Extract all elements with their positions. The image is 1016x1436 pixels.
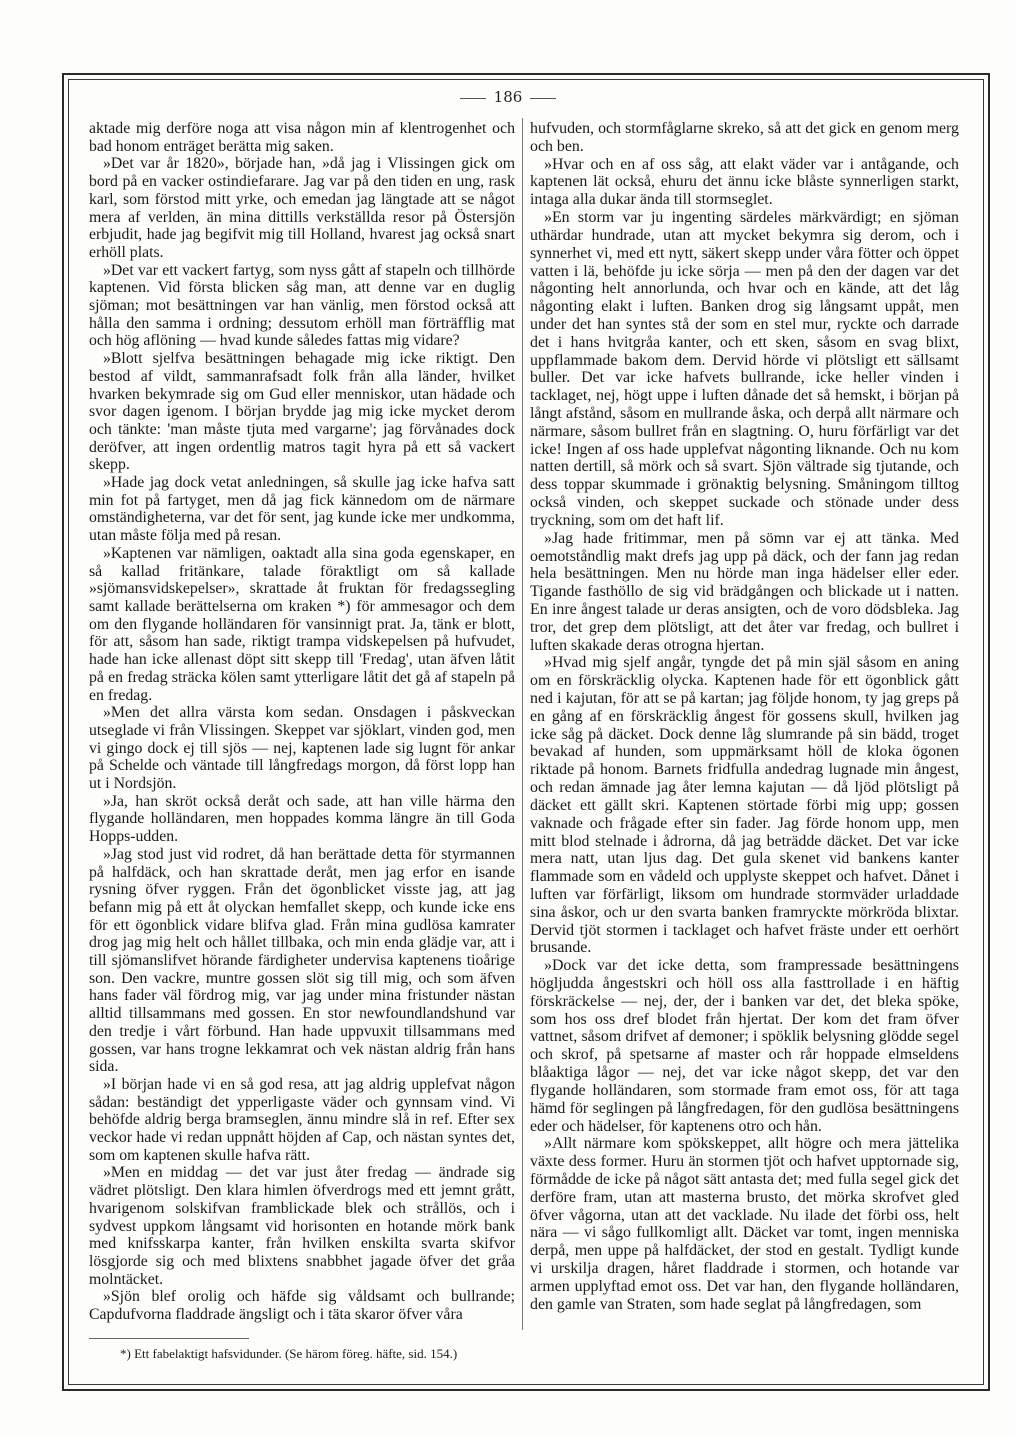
paragraph: »Det var år 1820», började han, »då jag i Vlissingen gick om bord på en vacker ostindiefarare. Jag var på den tiden en ung, rask karl, som förstod mitt yrke, och emedan jag längtade att se något mera af verlden, än mina dittills verkställda resor på Östersjön erbjudit, hade jag begifvit mig till Holland, hvarest jag också snart erhöll plats. bbox=[89, 155, 515, 261]
paragraph: »Hvad mig sjelf angår, tyngde det på min själ såsom en aning om en förskräcklig olycka. Kaptenen hade för ett ögonblick gått ned i kajutan, för att se på kartan; jag följde honom, ty jag greps på en gång af en förskräcklig ångest för gossens skull, hvilken jag icke såg på däcket. Dock denne låg slumrande på sin bädd, troget bevakad af hunden, som uppmärksamt höll de kloka ögonen riktade på honom. Barnets fridfulla andedrag lugnade min ångest, och redan ämnade jag åter lemna kajutan — då ljöd plötsligt på däcket ett gällt skri. Kaptenen störtade förbi mig upp; gossen vaknade och frågade efter sin fader. Jag förde honom upp, men mitt blod stelnade i ådrorna, då jag beträdde däcket. Det var icke mera natt, utan ljus dag. Det gula skenet vid bankens kanter flammade som en vådeld och upplyste skeppet och hafvet. Dånet i luften var förfärligt, liksom om hundrade stormväder urladdade sina åskor, och ur den svarta banken framryckte mörkröda blixtar. Dervid tjöt stormen i tacklaget och hafvet fräste under ett oerhört brusande. bbox=[530, 654, 959, 957]
paragraph: »Hvar och en af oss såg, att elakt väder var i antågande, och kaptenen lät också, ehuru det ännu icke blåste synnerligen starkt, intaga alla dukar ända till stormseglet. bbox=[530, 155, 959, 209]
paragraph: »Allt närmare kom spökskeppet, allt högre och mera jättelika växte dess former. Huru än stormen tjöt och hafvet upptornade sig, förmådde de icke på något sätt antasta det; med fulla segel gick det derföre fram, utan att masterna brusto, det mörka skrofvet gled öfver vågorna, utan att det vacklade. Nu ilade det förbi oss, helt nära — vi sågo fullkomligt allt. Däcket var tomt, ingen menniska derpå, men uppe på halfdäcket, der stod en gestalt. Tydligt kunde vi urskilja dragen, håret fladdrade i stormen, och hotande var armen upplyftad emot oss. Det var han, den flygande holländaren, den gamle van Straten, som hade seglat på långfredagen, som bbox=[530, 1135, 959, 1313]
paragraph: »Ja, han skröt också deråt och sade, att han ville härma den flygande holländaren, men hoppades komma längre än till Goda Hopps-udden. bbox=[89, 792, 515, 846]
paragraph: »Men en middag — det var just åter fredag — ändrade sig vädret plötsligt. Den klara himlen öfverdrogs med ett jemnt grått, hvarigenom solskifvan framblickade blek och strållös, och i sydvest uppkom långsamt vid horisonten en hotande mörk bank med knifsskarpa kanter, från hvilken enskilta svarta skifvor lösgjorde sig och med blixtens snabbhet jagade öfver det gråa molntäcket. bbox=[89, 1164, 515, 1288]
paragraph: »I början hade vi en så god resa, att jag aldrig upplefvat någon sådan: beständigt det ypperligaste väder och gynnsam vind. Vi behöfde aldrig berga bramseglen, ännu mindre slå in ref. Efter sex veckor hade vi redan uppnått höjden af Cap, och nästan syntes det, som om kaptenen skulle hafva rätt. bbox=[89, 1075, 515, 1164]
paragraph: »Jag hade fritimmar, men på sömn var ej att tänka. Med oemotståndlig makt drefs jag upp på däck, och der fann jag redan hela besättningen. Men nu hörde man inga hädelser eller eder. Tigande fasthöllo de sig vid brädgången och blickade ut i natten. En inre ångest talade ur deras ansigten, och de voro dödsbleka. Jag tror, det grep dem plötsligt, att det åter var fredag, och bullret i luften skakade deras otrogna hjertan. bbox=[530, 529, 959, 654]
paragraph: »Dock var det icke detta, som frampressade besättningens högljudda ångestskri och höll oss alla fasttrollade i en häftig förskräckelse — nej, der, der i banken var det, det bleka spöke, som hos oss dref blodet från hjertat. Der kom det fram öfver vattnet, såsom drifvet af demoner; i spöklik belysning glödde segel och skrof, på spetsarne af master och rår hoppade elmseldens blåaktiga lågor — nej, det var icke något skepp, det var den flygande holländaren, som stormade fram emot oss, för att taga hämd för seglingen på långfredagen, för den gudlösa besättningens eder och hädelser, för kaptenens otro och hån. bbox=[530, 957, 959, 1135]
paragraph: aktade mig derföre noga att visa någon min af klentrogenhet och bad honom enträget berätta mig saken. bbox=[89, 120, 515, 155]
footnote: *) Ett fabelaktigt hafsvidunder. (Se härom föreg. häfte, sid. 154.) bbox=[120, 1346, 458, 1361]
column-divider bbox=[522, 118, 523, 1330]
paragraph: »Kaptenen var nämligen, oaktadt alla sina goda egenskaper, en så kallad fritänkare, talade föraktligt om så kallade »sjömansvidskepelser», skrattade åt fruktan för fredagssegling samt kallade berättelserna om kraken *) för ammesagor och dem om den flygande holländaren för vansinnigt prat. Ja, tänk er blott, för att, såsom han sade, riktigt trampa vidskepelsen på hufvudet, hade han icke allenast döpt sitt skepp till 'Fredag', utan äfven låtit på en fredag sträcka kölen samt ytterligare låtit det gå af stapeln på en fredag. bbox=[89, 544, 515, 704]
paragraph: »Det var ett vackert fartyg, som nyss gått af stapeln och tillhörde kaptenen. Vid första blicken såg man, att denne var en duglig sjöman; mot besättningen var han vänlig, men förstod också att hålla den samma i ordning; dessutom erhöll man förträfflig mat och hög aflöning — hvad kunde således fattas mig vidare? bbox=[89, 261, 515, 350]
left-column bbox=[89, 120, 515, 1330]
paragraph: »Blott sjelfva besättningen behagade mig icke riktigt. Den bestod af vildt, sammanrafsadt folk från alla länder, hvilket hvarken bekymrade sig om Gud eller menniskor, utan hädade och svor dagen igenom. I början brydde jag mig icke mycket derom och tänkte: 'man måste tjuta med vargarne'; jag förvånades dock deröfver, att ingen ordentlig matros tagit hyra på ett så vackert skepp. bbox=[89, 350, 515, 474]
page-number: 186 bbox=[493, 88, 523, 106]
footnote-rule bbox=[89, 1338, 249, 1339]
paragraph: »Sjön blef orolig och häfde sig våldsamt och bullrande; Capdufvorna fladdrade ängsligt och i täta skaror öfver våra bbox=[89, 1288, 515, 1324]
right-dash bbox=[530, 98, 556, 99]
paragraph: »Jag stod just vid rodret, då han berättade detta för styrmannen på halfdäck, och han skrattade deråt, men jag erfor en isande rysning öfver ryggen. Från det ögonblicket visste jag, att jag befann mig på ett åt olyckan hemfallet skepp, och kunde icke ens för ett ögonblick vidare blifva glad. Från mina gudlösa kamrater drog jag mig helt och hållet tillbaka, och min enda glädje var, att i till sjömanslifvet hörande färdigheter undervisa kaptenens tioårige son. Den vackre, muntre gossen slöt sig till mig, och som äfven hans fader väl fördrog mig, var jag under mina fristunder nästan alltid tillsammans med gossen. En stor newfoundlandshund var den tredje i vårt förbund. Han hade uppvuxit tillsammans med gossen, var hans trogne lekkamrat och vek nästan aldrig från hans sida. bbox=[89, 845, 515, 1076]
paragraph: »Hade jag dock vetat anledningen, så skulle jag icke hafva satt min fot på fartyget, men då jag fick kännedom om de närmare omständigheterna, var det för sent, jag kunde icke mer undkomma, utan måste följa med på resan. bbox=[89, 474, 515, 545]
paragraph: »En storm var ju ingenting särdeles märkvärdigt; en sjöman uthärdar hundrade, utan att mycket bekymra sig derom, och i synnerhet vi, med ett nytt, säkert skepp under våra fötter och öppet vatten i lä, behöfde ju icke sörja — men på den der dagen var det någonting helt annorlunda, och hvar och en kände, att det låg någonting elakt i luften. Banken drog sig långsamt uppåt, men under det han syntes stå der som en stel mur, ryckte och darrade det i hans hvitgråa kanter, och ett sken, såsom en svag blixt, uppflammade bakom dem. Dervid hörde vi plötsligt ett sällsamt buller. Det var icke hafvets bullrande, icke heller vinden i tacklaget, nej, högt uppe i luften dånade det så hemskt, i början på långt afstånd, såsom en mullrande åska, och derpå allt närmare och närmare, såsom bullret från en slagtning. O, huru förfärligt var det icke! Ingen af oss hade upplefvat någonting liknande. Och nu kom natten dertill, så mörk och så svart. Sjön vältrade sig tjutande, och dess toppar skummade i grönaktig belysning. Småningom tilltog också vinden, och skeppet suckade och stönade under dess tryckning, som om det haft lif. bbox=[530, 209, 959, 529]
paragraph: »Men det allra värsta kom sedan. Onsdagen i påskveckan utseglade vi från Vlissingen. Skeppet var sjöklart, vinden god, men vi gingo dock ej till sjös — nej, kaptenen lade sig lugnt för ankar på Schelde och väntade till långfredags morgon, då först lopp han ut i Nordsjön. bbox=[89, 704, 515, 793]
paragraph: hufvuden, och stormfåglarne skreko, så att det gick en genom merg och ben. bbox=[530, 120, 959, 155]
left-dash bbox=[460, 98, 486, 99]
right-column bbox=[530, 120, 959, 1330]
page-number-header bbox=[0, 88, 1016, 106]
